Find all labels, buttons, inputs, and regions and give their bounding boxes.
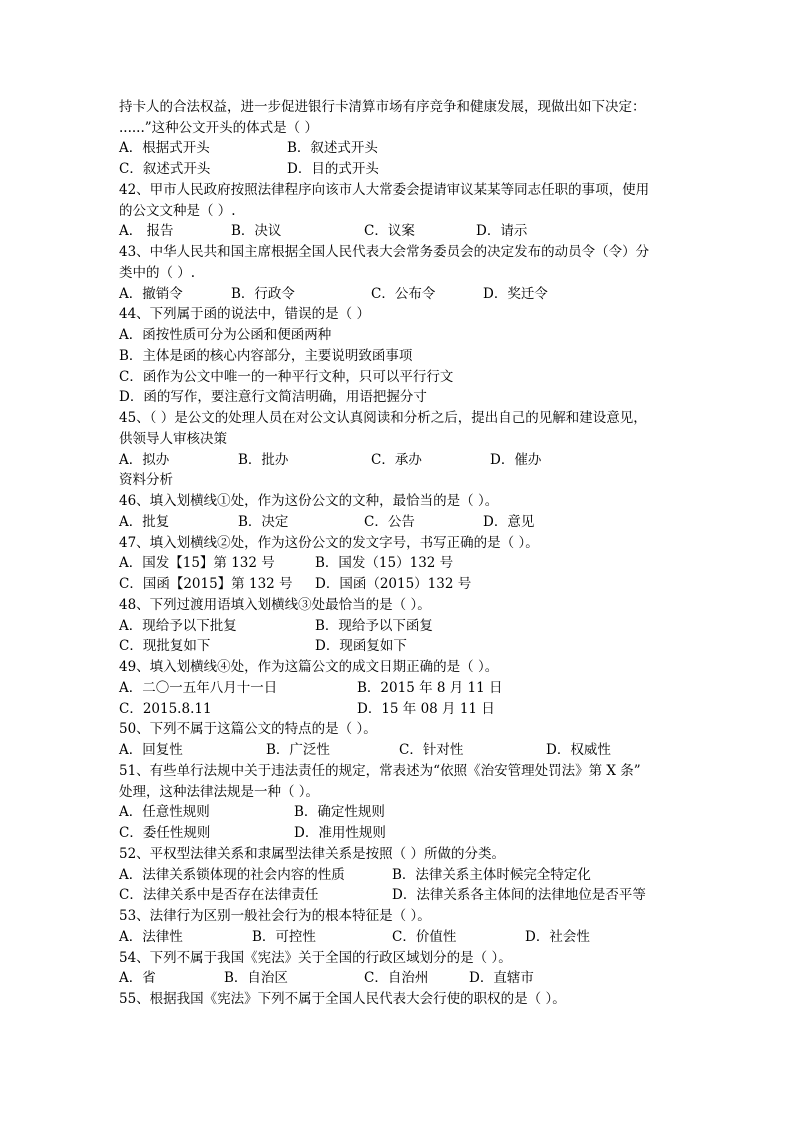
option-a: A．国发【15】第 132 号 — [119, 555, 275, 571]
option-a: A．省 — [119, 970, 156, 986]
text-line: 持卡人的合法权益，进一步促进银行卡清算市场有序竞争和健康发展，现做出如下决定： — [119, 99, 646, 115]
option-d: D．准用性规则 — [294, 825, 386, 841]
option-c: C．自治州 — [364, 970, 429, 986]
question-50: 50、下列不属于这篇公文的特点的是（ ）。 — [119, 721, 377, 737]
option-a: A．现给予以下批复 — [119, 618, 237, 634]
option-d: D．直辖市 — [469, 970, 534, 986]
option-c: C．价值性 — [392, 929, 457, 945]
option-a: A．函按性质可分为公函和便函两种 — [119, 327, 332, 343]
option-b: B．行政令 — [231, 286, 295, 302]
question-49: 49、填入划横线④处，作为这篇公文的成文日期正确的是（ ）。 — [119, 659, 499, 675]
option-d: D．函的写作，要注意行文简洁明确，用语把握分寸 — [119, 389, 427, 405]
option-b: B．决议 — [231, 223, 282, 239]
question-48: 48、下列过渡用语填入划横线③处最恰当的是（ ）。 — [119, 597, 431, 613]
question-43: 43、中华人民共和国主席根据全国人民代表大会常务委员会的决定发布的动员令（令）分 — [119, 244, 650, 260]
option-c: C．议案 — [364, 223, 415, 239]
option-c: C．国函【2015】第 132 号 — [119, 576, 293, 592]
option-b: B．主体是函的核心内容部分，主要说明致函事项 — [119, 348, 413, 364]
section-heading: 资料分析 — [119, 472, 173, 488]
option-c: C．叙述式开头 — [119, 161, 211, 177]
question-51: 51、有些单行法规中关于违法责任的规定，常表述为“依照《治安管理处罚法》第 X 条” — [119, 763, 641, 779]
option-a: A．批复 — [119, 514, 170, 530]
option-d: D．国函（2015）132 号 — [315, 576, 472, 592]
option-b: B．国发（15）132 号 — [315, 555, 454, 571]
text-line: 类中的（ ）. — [119, 265, 196, 281]
option-b: B．可控性 — [252, 929, 316, 945]
option-a: A．法律性 — [119, 929, 183, 945]
option-c: C．2015.8.11 — [119, 701, 212, 717]
option-a: A．根据式开头 — [119, 140, 210, 156]
option-b: B．决定 — [238, 514, 289, 530]
option-d: D．15 年 08 月 11 日 — [357, 701, 495, 717]
option-d: D．请示 — [476, 223, 528, 239]
question-47: 47、填入划横线②处，作为这份公文的发文字号，书写正确的是（ ）。 — [119, 535, 539, 551]
option-a: A．撤销令 — [119, 286, 183, 302]
option-d: D．社会性 — [525, 929, 590, 945]
option-b: B．叙述式开头 — [287, 140, 378, 156]
option-b: B．广泛性 — [266, 742, 330, 758]
option-a: A．回复性 — [119, 742, 183, 758]
question-44: 44、下列属于函的说法中，错误的是（ ） — [119, 306, 370, 322]
option-b: B．自治区 — [224, 970, 288, 986]
option-c: C．法律关系中是否存在法律责任 — [119, 887, 319, 903]
question-55: 55、根据我国《宪法》下列不属于全国人民代表大会行使的职权的是（ ）。 — [119, 991, 566, 1007]
option-b: B．2015 年 8 月 11 日 — [357, 680, 503, 696]
text-line: ......”这种公文开头的体式是（ ） — [119, 120, 318, 136]
option-c: C．针对性 — [399, 742, 464, 758]
option-c: C．公告 — [364, 514, 415, 530]
option-a: A．法律关系锁体现的社会内容的性质 — [119, 867, 345, 883]
question-54: 54、下列不属于我国《宪法》关于全国的行政区域划分的是（ ）。 — [119, 950, 512, 966]
text-line: 的公文文种是（ ）. — [119, 203, 236, 219]
option-b: B．法律关系主体时候完全特定化 — [392, 867, 591, 883]
option-c: C．函作为公文中唯一的一种平行文种，只可以平行行文 — [119, 369, 454, 385]
option-c: C．委任性规则 — [119, 825, 211, 841]
option-a: A．任意性规则 — [119, 804, 210, 820]
option-d: D．催办 — [490, 452, 542, 468]
option-d: D．目的式开头 — [287, 161, 379, 177]
option-b: B．批办 — [238, 452, 289, 468]
option-b: B．确定性规则 — [294, 804, 385, 820]
option-b: B．现给予以下函复 — [315, 618, 433, 634]
question-46: 46、填入划横线①处，作为这份公文的文种，最恰当的是（ ）。 — [119, 493, 499, 509]
option-a: A． 报告 — [119, 223, 174, 239]
option-d: D．现函复如下 — [315, 638, 407, 654]
text-line: 供领导人审核决策 — [119, 431, 227, 447]
option-d: D．意见 — [483, 514, 535, 530]
option-d: D．法律关系各主体间的法律地位是否平等 — [392, 887, 646, 903]
question-42: 42、甲市人民政府按照法律程序向该市人大常委会提请审议某某等同志任职的事项，使用 — [119, 182, 650, 198]
question-45: 45、（ ）是公文的处理人员在对公文认真阅读和分析之后，提出自己的见解和建设意见， — [119, 410, 647, 426]
option-d: D．奖迁令 — [483, 286, 548, 302]
option-d: D．权威性 — [546, 742, 611, 758]
option-a: A．拟办 — [119, 452, 170, 468]
question-52: 52、平权型法律关系和隶属型法律关系是按照（ ）所做的分类。 — [119, 846, 505, 862]
question-53: 53、法律行为区别一般社会行为的根本特征是（ ）。 — [119, 908, 431, 924]
option-a: A．二〇一五年八月十一日 — [119, 680, 278, 696]
option-c: C．现批复如下 — [119, 638, 211, 654]
option-c: C．承办 — [371, 452, 422, 468]
text-line: 处理，这种法律法规是一种（ ）。 — [119, 784, 320, 800]
option-c: C．公布令 — [371, 286, 436, 302]
